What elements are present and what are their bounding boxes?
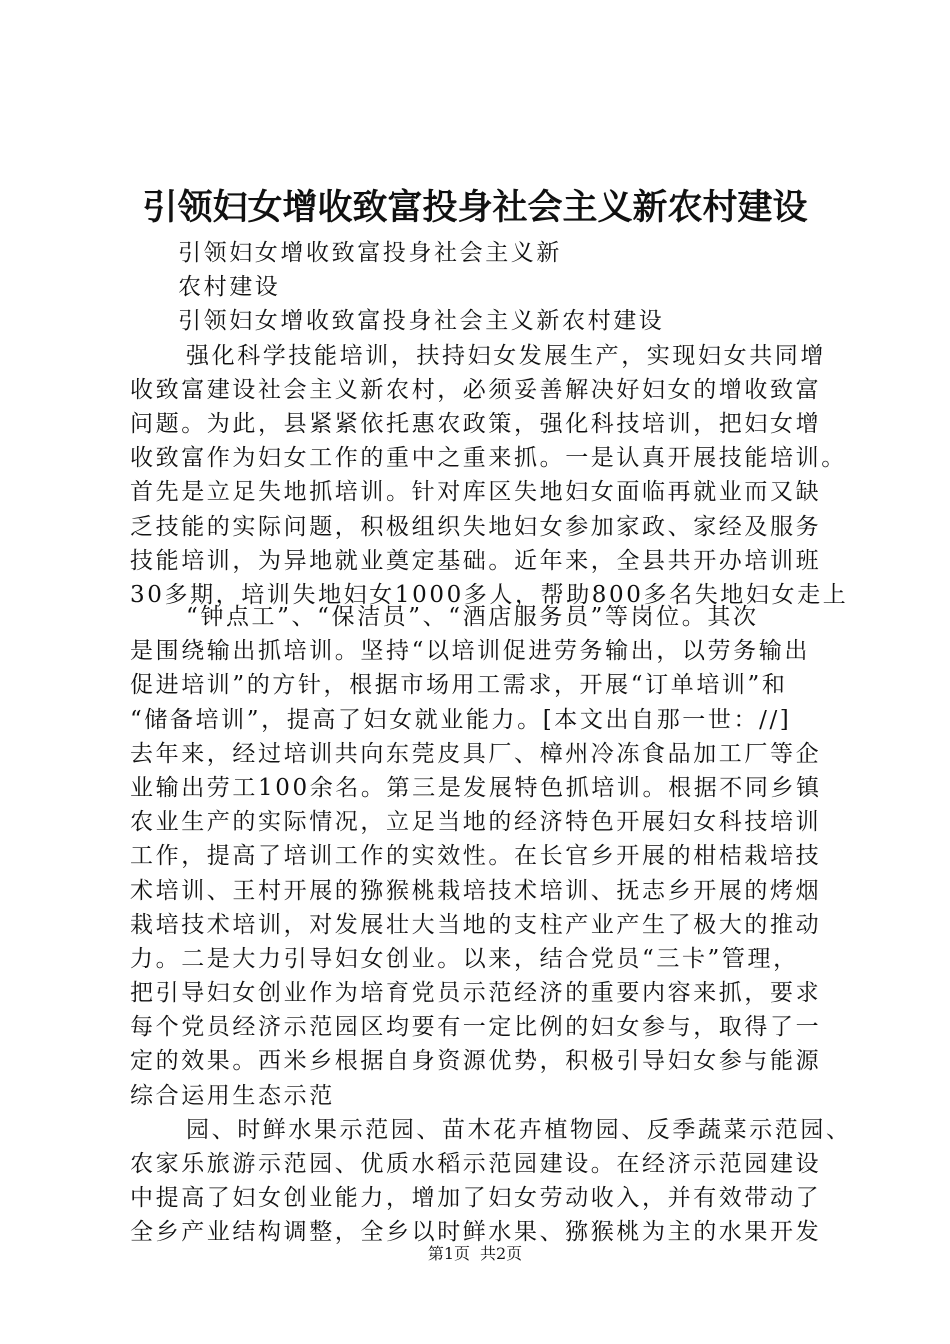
paragraph-line: 问题。为此，县紧紧依托惠农政策，强化科技培训，把妇女增 xyxy=(130,410,822,437)
paragraph-line: 全乡产业结构调整，全乡以时鲜水果、猕猴桃为主的水果开发 xyxy=(130,1219,822,1246)
paragraph-line: 力。二是大力引导妇女创业。以来，结合党员“三卡”管理， xyxy=(130,945,799,972)
paragraph-line: 去年来，经过培训共向东莞皮具厂、樟州冷冻食品加工厂等企 xyxy=(130,740,822,767)
paragraph-line: 乏技能的实际问题，积极组织失地妇女参加家政、家经及服务 xyxy=(130,513,822,540)
page-number: 第1页 xyxy=(427,1244,470,1263)
page-footer xyxy=(0,1243,950,1265)
paragraph-line: 栽培技术培训，对发展壮大当地的支柱产业产生了极大的推动 xyxy=(130,911,822,938)
document-body-bottom xyxy=(130,600,852,1250)
paragraph-line: 业输出劳工100余名。第三是发展特色抓培训。根据不同乡镇 xyxy=(130,774,822,801)
header-line: 引领妇女增收致富投身社会主义新 xyxy=(178,240,562,266)
paragraph-line: 每个党员经济示范园区均要有一定比例的妇女参与，取得了一 xyxy=(130,1014,822,1041)
paragraph-line: 综合运用生态示范 xyxy=(130,1082,335,1109)
paragraph-line: “钟点工”、“保洁员”、“酒店服务员”等岗位。其次 xyxy=(186,604,759,630)
paragraph-line: 定的效果。西米乡根据自身资源优势，积极引导妇女参与能源 xyxy=(130,1048,822,1075)
document-body-top xyxy=(130,236,849,612)
paragraph-line: 园、时鲜水果示范园、苗木花卉植物园、反季蔬菜示范园、 xyxy=(186,1116,852,1143)
page-total: 共2页 xyxy=(480,1244,523,1263)
paragraph-line: “储备培训”，提高了妇女就业能力。[本文出自那一世：//] xyxy=(130,706,792,733)
paragraph-line: 收致富建设社会主义新农村，必须妥善解决好妇女的增收致富 xyxy=(130,376,822,403)
paragraph-line: 农家乐旅游示范园、优质水稻示范园建设。在经济示范园建设 xyxy=(130,1151,822,1177)
paragraph-line: 30多期，培训失地妇女1000多人，帮助800多名失地妇女走上 xyxy=(130,581,849,608)
paragraph-line: 把引导妇女创业作为培育党员示范经济的重要内容来抓，要求 xyxy=(130,980,822,1007)
paragraph-line: 收致富作为妇女工作的重中之重来抓。一是认真开展技能培训。 xyxy=(130,445,847,472)
header-line: 引领妇女增收致富投身社会主义新农村建设 xyxy=(178,308,665,335)
paragraph-line: 促进培训”的方针，根据市场用工需求，开展“订单培训”和 xyxy=(130,672,788,699)
paragraph-line: 工作，提高了培训工作的实效性。在长官乡开展的柑桔栽培技 xyxy=(130,843,822,870)
paragraph-line: 是围绕输出抓培训。坚持“以培训促进劳务输出，以劳务输出 xyxy=(130,638,810,665)
paragraph-line: 技能培训，为异地就业奠定基础。近年来，全县共开办培训班 xyxy=(130,547,822,574)
paragraph-line: 强化科学技能培训，扶持妇女发展生产，实现妇女共同增 xyxy=(186,342,826,369)
paragraph-line: 农业生产的实际情况，立足当地的经济特色开展妇女科技培训 xyxy=(130,809,822,836)
document-title: 引领妇女增收致富投身社会主义新农村建设 xyxy=(142,187,808,228)
paragraph-line: 术培训、王村开展的猕猴桃栽培技术培训、抚志乡开展的烤烟 xyxy=(130,877,822,904)
header-line: 农村建设 xyxy=(178,274,281,301)
paragraph-line: 中提高了妇女创业能力，增加了妇女劳动收入，并有效带动了 xyxy=(130,1185,822,1212)
paragraph-line: 首先是立足失地抓培训。针对库区失地妇女面临再就业而又缺 xyxy=(130,479,822,506)
